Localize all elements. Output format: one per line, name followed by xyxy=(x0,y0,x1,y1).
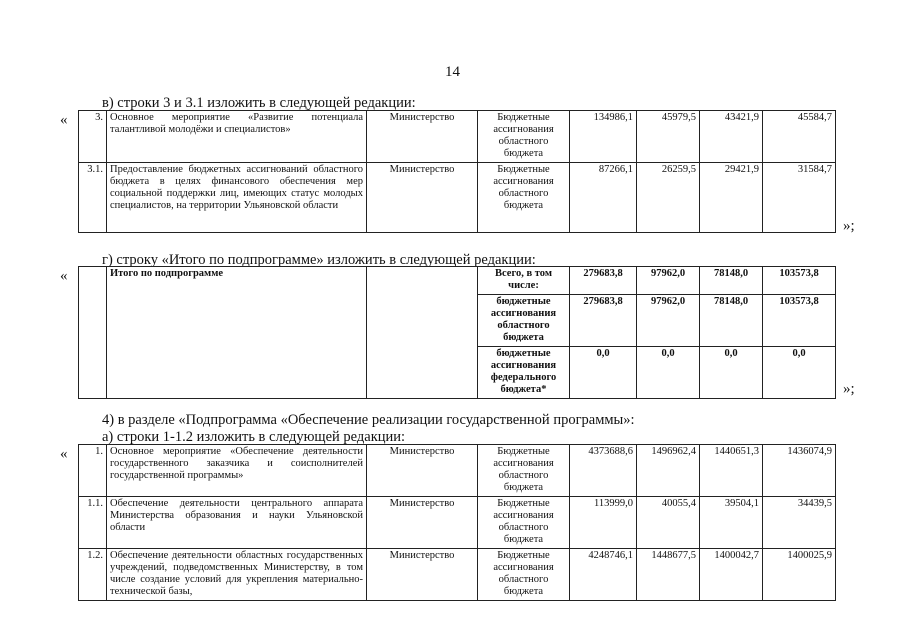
row-value-3: 1400025,9 xyxy=(763,549,836,601)
row-source: бюджетные ассигнования федерального бюджета* xyxy=(478,347,570,399)
row-executor: Министерство xyxy=(367,163,478,233)
row-value-3: 103573,8 xyxy=(763,295,836,347)
row-value-2: 39504,1 xyxy=(700,497,763,549)
row-value-2: 29421,9 xyxy=(700,163,763,233)
row-value-2: 1400042,7 xyxy=(700,549,763,601)
open-quote: « xyxy=(60,112,68,128)
row-name: Предоставление бюджетных ассигнований областного бюджета в целях финансового обеспечения мер социальной поддержки лиц, имеющих статус молодых специалистов, на территории Ульяновской области xyxy=(107,163,367,233)
row-value-1: 40055,4 xyxy=(637,497,700,549)
row-source: Бюджетные ассигнования областного бюджета xyxy=(478,163,570,233)
row-name: Основное мероприятие «Обеспечение деятельности государственного заказчика и соисполнителей государственной программы» xyxy=(107,445,367,497)
row-source: Бюджетные ассигнования областного бюджета xyxy=(478,445,570,497)
row-number: 1.2. xyxy=(79,549,107,601)
row-name: Основное мероприятие «Развитие потенциала талантливой молодёжи и специалистов» xyxy=(107,111,367,163)
close-quote: »; xyxy=(843,218,855,234)
row-value-3: 0,0 xyxy=(763,347,836,399)
open-quote: « xyxy=(60,446,68,462)
row-value-total: 4248746,1 xyxy=(570,549,637,601)
section-g-heading: г) строку «Итого по подпрограмме» изложить в следующей редакции: xyxy=(102,252,536,268)
row-value-2: 78148,0 xyxy=(700,267,763,295)
row-executor: Министерство xyxy=(367,445,478,497)
row-value-1: 97962,0 xyxy=(637,295,700,347)
table-row xyxy=(79,163,836,233)
page-number: 14 xyxy=(445,64,460,80)
row-value-3: 45584,7 xyxy=(763,111,836,163)
row-source: Бюджетные ассигнования областного бюджета xyxy=(478,549,570,601)
row-number: 1.1. xyxy=(79,497,107,549)
table-row xyxy=(79,267,836,295)
row-source: бюджетные ассигнования областного бюджета xyxy=(478,295,570,347)
row-value-1: 26259,5 xyxy=(637,163,700,233)
row-executor: Министерство xyxy=(367,549,478,601)
row-value-total: 279683,8 xyxy=(570,267,637,295)
table-section-g xyxy=(78,266,836,399)
row-value-total: 0,0 xyxy=(570,347,637,399)
row-value-3: 31584,7 xyxy=(763,163,836,233)
row-value-3: 1436074,9 xyxy=(763,445,836,497)
table-row xyxy=(79,549,836,601)
row-value-total: 4373688,6 xyxy=(570,445,637,497)
row-value-1: 1496962,4 xyxy=(637,445,700,497)
table-row xyxy=(79,445,836,497)
row-value-2: 43421,9 xyxy=(700,111,763,163)
row-value-2: 78148,0 xyxy=(700,295,763,347)
row-number: 1. xyxy=(79,445,107,497)
section-v-heading: в) строки 3 и 3.1 изложить в следующей редакции: xyxy=(102,95,416,111)
row-value-3: 103573,8 xyxy=(763,267,836,295)
close-quote: »; xyxy=(843,381,855,397)
row-source: Бюджетные ассигнования областного бюджета xyxy=(478,111,570,163)
row-value-3: 34439,5 xyxy=(763,497,836,549)
row-value-1: 0,0 xyxy=(637,347,700,399)
total-title: Итого по подпрограмме xyxy=(107,267,367,399)
row-value-2: 0,0 xyxy=(700,347,763,399)
row-value-1: 97962,0 xyxy=(637,267,700,295)
row-value-total: 113999,0 xyxy=(570,497,637,549)
table-row xyxy=(79,111,836,163)
row-value-1: 45979,5 xyxy=(637,111,700,163)
table-section-4 xyxy=(78,444,836,601)
row-source: Всего, в том числе: xyxy=(478,267,570,295)
row-value-2: 1440651,3 xyxy=(700,445,763,497)
section-4-subheading: а) строки 1-1.2 изложить в следующей редакции: xyxy=(102,429,406,445)
row-value-total: 279683,8 xyxy=(570,295,637,347)
section-4-heading: 4) в разделе «Подпрограмма «Обеспечение реализации государственной программы»: xyxy=(102,412,635,428)
row-value-total: 87266,1 xyxy=(570,163,637,233)
row-value-1: 1448677,5 xyxy=(637,549,700,601)
row-executor: Министерство xyxy=(367,497,478,549)
row-name: Обеспечение деятельности областных государственных учреждений, подведомственных Министерству, в том числе создание условий для укрепления материально-технической базы, xyxy=(107,549,367,601)
row-number: 3.1. xyxy=(79,163,107,233)
open-quote: « xyxy=(60,268,68,284)
row-name: Обеспечение деятельности центрального аппарата Министерства образования и науки Ульяновской области xyxy=(107,497,367,549)
row-number: 3. xyxy=(79,111,107,163)
table-row xyxy=(79,497,836,549)
row-source: Бюджетные ассигнования областного бюджета xyxy=(478,497,570,549)
row-executor: Министерство xyxy=(367,111,478,163)
table-section-v xyxy=(78,110,836,233)
row-value-total: 134986,1 xyxy=(570,111,637,163)
